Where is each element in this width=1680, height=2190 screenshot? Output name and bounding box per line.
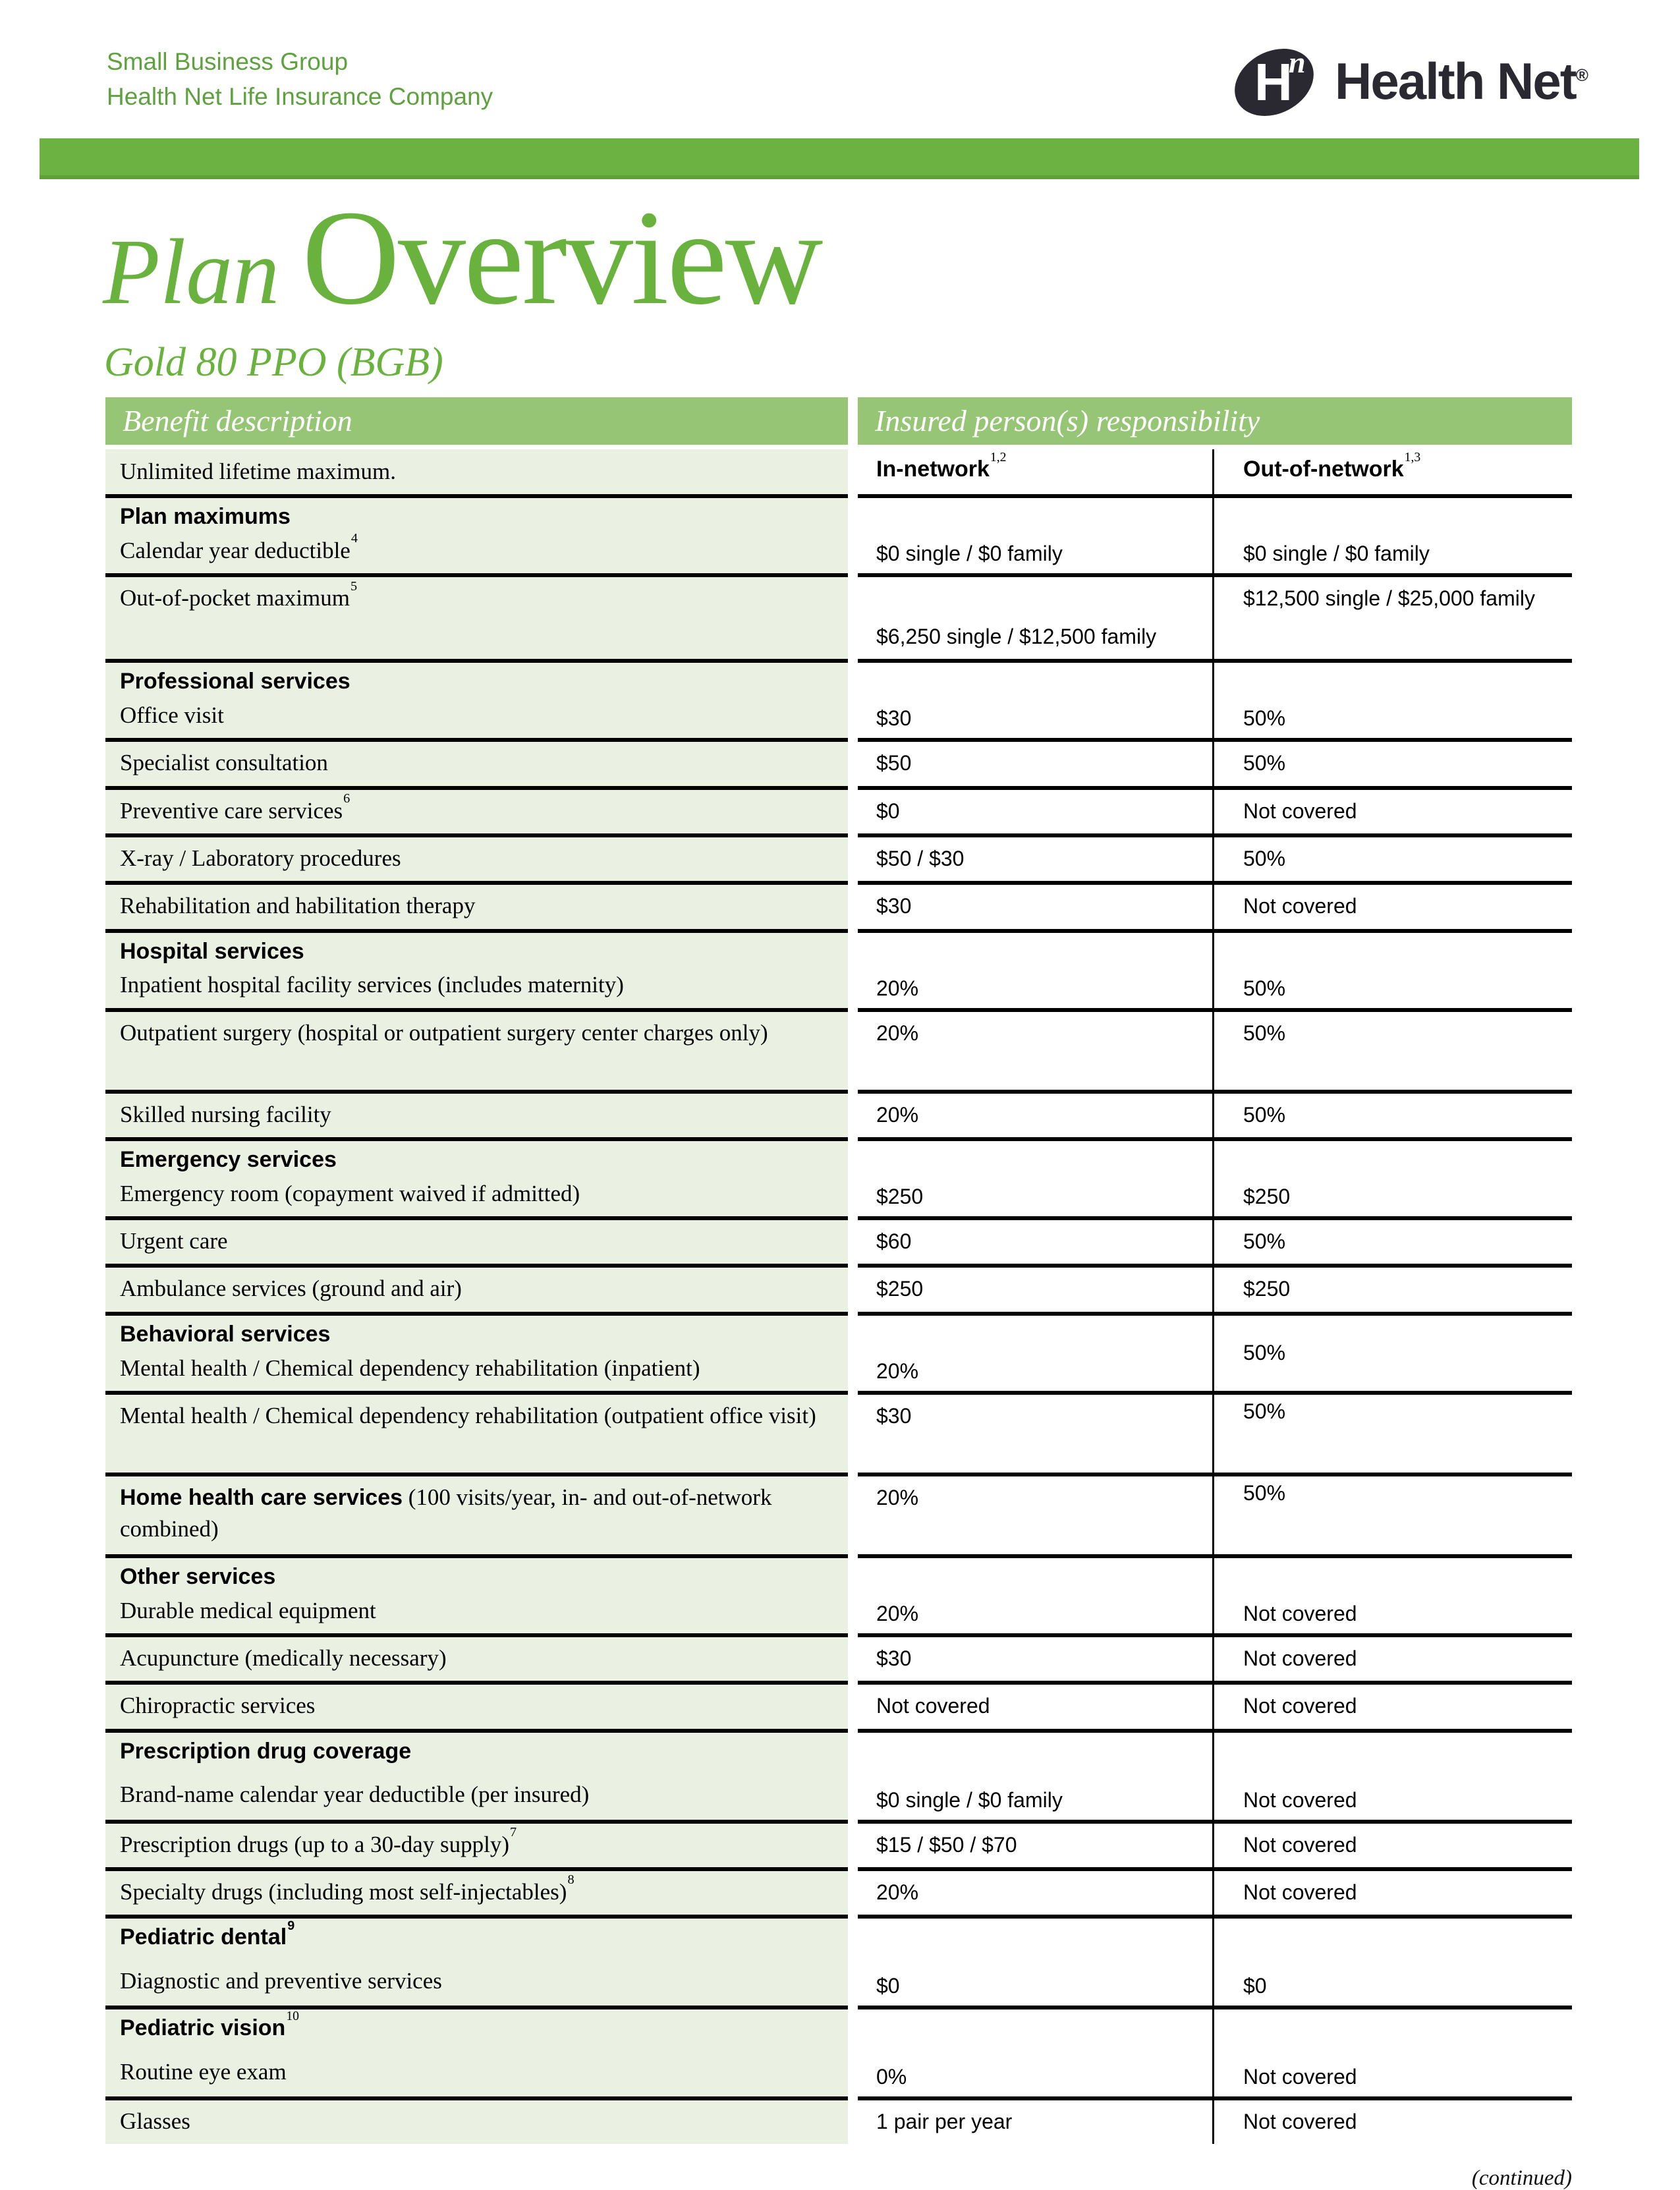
- superscript: 6: [343, 791, 350, 806]
- value-text: $12,500 single / $25,000 family: [1243, 586, 1535, 611]
- value-text: 0%: [876, 2065, 907, 2089]
- value-text: 50%: [1243, 1480, 1286, 1505]
- in-network-value: [858, 498, 1212, 573]
- benefit-row: [105, 1012, 1572, 1090]
- benefit-row: [105, 1558, 1572, 1633]
- out-of-network-value: [1212, 577, 1572, 659]
- out-of-network-value: [1212, 1871, 1572, 1915]
- column-gap: [848, 1637, 858, 1681]
- out-of-network-value: [1212, 1316, 1572, 1391]
- brand-wordmark: Health Net®: [1335, 52, 1588, 110]
- value-text: 50%: [1243, 751, 1286, 775]
- in-network-value: [858, 577, 1212, 659]
- benefit-cell: [105, 1637, 848, 1681]
- in-network-value: [858, 1094, 1212, 1137]
- in-network-value: [858, 1268, 1212, 1311]
- in-network-value: [858, 933, 1212, 1008]
- company-header: [107, 45, 493, 114]
- benefit-label: Brand-name calendar year deductible (per insured): [120, 1782, 590, 1808]
- benefit-cell: [105, 1395, 848, 1473]
- page-title: [103, 182, 822, 333]
- superscript: 8: [567, 1872, 574, 1888]
- benefit-cell: [105, 1685, 848, 1728]
- out-of-network-value: [1212, 1824, 1572, 1867]
- in-network-value: [858, 1919, 1212, 2006]
- benefit-label: Routine eye exam: [120, 2058, 287, 2085]
- benefit-row: [105, 1476, 1572, 1554]
- column-gap: [848, 2009, 858, 2096]
- superscript: 5: [350, 578, 358, 594]
- benefit-row: [105, 1824, 1572, 1867]
- benefit-row: [105, 2100, 1572, 2144]
- benefit-label: Preventive care services$^6$: [120, 791, 350, 824]
- in-network-value: [858, 885, 1212, 928]
- benefit-cell: [105, 1871, 848, 1915]
- section-label: Professional services: [120, 669, 350, 694]
- value-text: Out-of-network: [1243, 457, 1404, 482]
- benefit-label: Office visit: [120, 702, 224, 729]
- value-text: $30: [876, 706, 912, 731]
- benefit-row: [105, 1220, 1572, 1264]
- in-network-value: [858, 1476, 1212, 1554]
- benefit-cell: [105, 2009, 848, 2096]
- value-text: 50%: [1243, 1399, 1286, 1423]
- value-text: $250: [876, 1277, 924, 1301]
- column-gap: [848, 885, 858, 928]
- benefit-row: [105, 498, 1572, 573]
- benefit-cell: [105, 663, 848, 738]
- benefit-cell: [105, 742, 848, 785]
- benefit-row: [105, 1141, 1572, 1216]
- value-text: $250: [1243, 1185, 1291, 1209]
- section-label: Pediatric dental$^9$: [120, 1918, 295, 1950]
- benefit-label: Mental health / Chemical dependency rehabilitation (inpatient): [120, 1355, 700, 1381]
- value-text: $60: [876, 1229, 912, 1254]
- benefit-label: Ambulance services (ground and air): [120, 1276, 462, 1302]
- value-text: $15 / $50 / $70: [876, 1832, 1017, 1857]
- column-gap: [848, 577, 858, 659]
- out-of-network-value: [1212, 498, 1572, 573]
- value-text: 50%: [1243, 847, 1286, 871]
- section-label: Pediatric vision$^{10}$: [120, 2008, 300, 2041]
- benefit-label: X-ray / Laboratory procedures: [120, 845, 401, 872]
- plan-name-subtitle: Gold 80 PPO (BGB): [104, 340, 443, 385]
- value-text: $30: [876, 1646, 912, 1670]
- column-gap: [848, 1871, 858, 1915]
- benefit-row: [105, 1316, 1572, 1391]
- benefit-label: Rehabilitation and habilitation therapy: [120, 893, 476, 919]
- benefit-row: [105, 933, 1572, 1008]
- title-word-plan: Plan: [103, 219, 280, 323]
- value-text: $6,250 single / $12,500 family: [876, 625, 1157, 649]
- benefit-label: Home health care services (100 visits/year, in- and out-of-network combined): [120, 1484, 772, 1542]
- health-net-ellipse-icon: [1227, 34, 1326, 128]
- value-text: 50%: [1243, 1229, 1286, 1254]
- superscript: 4: [350, 531, 358, 546]
- value-text: Not covered: [1243, 894, 1357, 918]
- continued-note: (continued): [1471, 2166, 1572, 2190]
- benefit-row: [105, 1395, 1572, 1473]
- value-text: $0 single / $0 family: [876, 1787, 1063, 1812]
- out-of-network-value: [1212, 2100, 1572, 2144]
- column-gap: [848, 1685, 858, 1728]
- out-of-network-value: [1212, 1012, 1572, 1090]
- value-text: $0: [876, 1974, 900, 1998]
- benefit-row: [105, 742, 1572, 785]
- column-gap: [848, 1268, 858, 1311]
- benefit-row: [105, 1871, 1572, 1915]
- benefit-cell: [105, 1824, 848, 1867]
- table-body: [105, 449, 1572, 2144]
- out-of-network-value: [1212, 885, 1572, 928]
- out-of-network-value: [1212, 933, 1572, 1008]
- in-network-value: [858, 1558, 1212, 1633]
- benefit-label: Acupuncture (medically necessary): [120, 1644, 447, 1671]
- value-text: $50: [876, 751, 912, 775]
- benefit-cell: [105, 1476, 848, 1554]
- column-gap: [848, 1141, 858, 1216]
- column-gap: [848, 837, 858, 881]
- benefit-bold-lead: Home health care services: [120, 1484, 403, 1510]
- benefit-row: [105, 885, 1572, 928]
- benefit-cell: [105, 1733, 848, 1820]
- section-label: Behavioral services: [120, 1321, 331, 1347]
- out-of-network-value: [1212, 1268, 1572, 1311]
- superscript: 1,3: [1404, 449, 1421, 464]
- in-network-value: [858, 2009, 1212, 2096]
- in-network-value: [858, 1685, 1212, 1728]
- benefit-label: Specialist consultation: [120, 750, 328, 776]
- benefit-row: [105, 663, 1572, 738]
- benefit-label: Durable medical equipment: [120, 1597, 376, 1623]
- column-gap: [848, 663, 858, 738]
- logo-h-letter: H: [1254, 53, 1293, 111]
- benefit-cell: [105, 790, 848, 833]
- section-label: Hospital services: [120, 938, 304, 964]
- value-text: Not covered: [1243, 1880, 1357, 1904]
- superscript: 7: [510, 1824, 517, 1839]
- out-of-network-value: [1212, 1220, 1572, 1264]
- out-of-network-value: [1212, 837, 1572, 881]
- in-network-value: [858, 742, 1212, 785]
- value-text: $0: [1243, 1974, 1267, 1998]
- benefit-row: [105, 2009, 1572, 2096]
- column-gap: [848, 1395, 858, 1473]
- benefit-row: [105, 1919, 1572, 2006]
- in-network-value: [858, 1141, 1212, 1216]
- value-text: $30: [876, 894, 912, 918]
- value-text: 50%: [1243, 1021, 1286, 1045]
- out-of-network-value: [1212, 790, 1572, 833]
- value-text: 20%: [876, 976, 919, 1000]
- out-of-network-value: [1212, 449, 1572, 494]
- green-divider-band: [40, 138, 1639, 179]
- benefit-row: [105, 1094, 1572, 1137]
- value-text: Not covered: [1243, 2065, 1357, 2089]
- benefit-cell: [105, 1094, 848, 1137]
- out-of-network-value: [1212, 1685, 1572, 1728]
- out-of-network-value: [1212, 1094, 1572, 1137]
- out-of-network-value: [1212, 1395, 1572, 1473]
- in-network-value: [858, 1637, 1212, 1681]
- value-text: $0 single / $0 family: [876, 542, 1063, 566]
- in-network-value: [858, 663, 1212, 738]
- logo-n-superscript: n: [1289, 45, 1306, 79]
- business-line-label: Small Business Group: [107, 48, 349, 75]
- benefit-row: [105, 1733, 1572, 1820]
- in-network-value: [858, 790, 1212, 833]
- benefit-cell: [105, 1558, 848, 1633]
- section-label: Emergency services: [120, 1147, 337, 1173]
- benefit-label: Emergency room (copayment waived if admitted): [120, 1180, 580, 1206]
- column-gap: [848, 1476, 858, 1554]
- in-network-value: [858, 449, 1212, 494]
- value-text: 20%: [876, 1102, 919, 1127]
- value-text: Not covered: [876, 1694, 990, 1718]
- value-text: Not covered: [1243, 799, 1357, 823]
- value-text: Not covered: [1243, 1832, 1357, 1857]
- column-gap: [848, 1733, 858, 1820]
- value-text: $250: [1243, 1277, 1291, 1301]
- column-gap: [848, 1012, 858, 1090]
- value-text: 1 pair per year: [876, 2110, 1013, 2134]
- in-network-value: [858, 1733, 1212, 1820]
- out-of-network-value: [1212, 1637, 1572, 1681]
- out-of-network-value: [1212, 663, 1572, 738]
- benefit-cell: [105, 933, 848, 1008]
- benefit-row: [105, 1637, 1572, 1681]
- insured-responsibility-header: Insured person(s) responsibility: [858, 397, 1572, 445]
- value-text: $250: [876, 1185, 924, 1209]
- value-text: 20%: [876, 1880, 919, 1904]
- out-of-network-value: [1212, 1141, 1572, 1216]
- benefit-label: Skilled nursing facility: [120, 1101, 331, 1127]
- in-network-value: [858, 1824, 1212, 1867]
- value-text: Not covered: [1243, 1646, 1357, 1670]
- value-text: 50%: [1243, 1102, 1286, 1127]
- title-word-overview: Overview: [302, 182, 822, 333]
- benefit-cell: [105, 837, 848, 881]
- superscript: 1,2: [990, 449, 1007, 464]
- company-name-label: Health Net Life Insurance Company: [107, 82, 493, 110]
- benefit-cell: [105, 1220, 848, 1264]
- benefit-label: Outpatient surgery (hospital or outpatient surgery center charges only): [120, 1019, 768, 1046]
- benefit-description-header: Benefit description: [105, 397, 848, 445]
- column-gap: [848, 397, 858, 445]
- benefit-cell: [105, 498, 848, 573]
- benefit-cell: [105, 1268, 848, 1311]
- health-net-logo: [1227, 34, 1588, 128]
- out-of-network-value: [1212, 1919, 1572, 2006]
- benefit-label: Inpatient hospital facility services (includes maternity): [120, 972, 624, 998]
- in-network-value: [858, 1012, 1212, 1090]
- value-text: Not covered: [1243, 2110, 1357, 2134]
- section-label: Plan maximums: [120, 504, 291, 530]
- benefit-cell: [105, 1141, 848, 1216]
- column-gap: [848, 1919, 858, 2006]
- out-of-network-value: [1212, 1733, 1572, 1820]
- out-of-network-value: [1212, 1476, 1572, 1554]
- benefit-label: Chiropractic services: [120, 1693, 316, 1719]
- value-text: $30: [876, 1403, 912, 1428]
- table-header-row: [105, 397, 1572, 445]
- benefit-row: [105, 577, 1572, 659]
- benefit-row: [105, 1268, 1572, 1311]
- superscript: 9: [287, 1918, 295, 1933]
- in-network-value: [858, 1395, 1212, 1473]
- column-gap: [848, 742, 858, 785]
- out-of-network-value: [1212, 742, 1572, 785]
- column-gap: [848, 790, 858, 833]
- benefit-cell: [105, 449, 848, 494]
- benefit-cell: [105, 1012, 848, 1090]
- value-text: Not covered: [1243, 1601, 1357, 1625]
- value-text: 20%: [876, 1601, 919, 1625]
- benefit-label: Urgent care: [120, 1228, 228, 1254]
- benefit-cell: [105, 1919, 848, 2006]
- column-gap: [848, 1558, 858, 1633]
- value-text: 20%: [876, 1359, 919, 1383]
- benefit-cell: [105, 1316, 848, 1391]
- benefit-cell: [105, 885, 848, 928]
- benefit-label: Mental health / Chemical dependency rehabilitation (outpatient office visit): [120, 1402, 816, 1428]
- value-text: 20%: [876, 1485, 919, 1509]
- column-gap: [848, 449, 858, 494]
- in-network-value: [858, 2100, 1212, 2144]
- value-text: 50%: [1243, 706, 1286, 731]
- benefit-cell: [105, 577, 848, 659]
- benefit-cell: [105, 2100, 848, 2144]
- benefit-label: Prescription drugs (up to a 30-day supply)$^7$: [120, 1824, 517, 1857]
- column-gap: [848, 1220, 858, 1264]
- out-of-network-value: [1212, 1558, 1572, 1633]
- column-gap: [848, 498, 858, 573]
- value-text: $0: [876, 799, 900, 823]
- benefit-row: [105, 790, 1572, 833]
- in-network-value: [858, 837, 1212, 881]
- value-text: Not covered: [1243, 1787, 1357, 1812]
- benefit-row: [105, 449, 1572, 494]
- benefits-table: [105, 397, 1572, 2189]
- value-text: 20%: [876, 1021, 919, 1045]
- benefit-label: Out-of-pocket maximum$^5$: [120, 578, 358, 611]
- benefit-row: [105, 1685, 1572, 1728]
- value-text: 50%: [1243, 1340, 1286, 1364]
- column-gap: [848, 933, 858, 1008]
- benefit-label: Glasses: [120, 2108, 190, 2135]
- in-network-value: [858, 1316, 1212, 1391]
- out-of-network-value: [1212, 2009, 1572, 2096]
- superscript: 10: [286, 2008, 300, 2023]
- benefit-label: Specialty drugs (including most self-injectables)$^8$: [120, 1872, 574, 1905]
- column-gap: [848, 1094, 858, 1137]
- column-gap: [848, 2100, 858, 2144]
- value-text: In-network: [876, 457, 990, 482]
- in-network-value: [858, 1871, 1212, 1915]
- column-gap: [848, 1316, 858, 1391]
- benefit-label: Unlimited lifetime maximum.: [120, 459, 396, 484]
- section-label: Other services: [120, 1563, 276, 1589]
- value-text: $0 single / $0 family: [1243, 542, 1430, 566]
- value-text: 50%: [1243, 976, 1286, 1000]
- registered-mark: ®: [1575, 65, 1588, 85]
- value-text: Not covered: [1243, 1694, 1357, 1718]
- section-label: Prescription drug coverage: [120, 1738, 412, 1764]
- value-text: $50 / $30: [876, 847, 965, 871]
- in-network-value: [858, 1220, 1212, 1264]
- benefit-row: [105, 837, 1572, 881]
- benefit-label: Calendar year deductible$^4$: [120, 531, 358, 564]
- column-gap: [848, 1824, 858, 1867]
- benefit-label: Diagnostic and preventive services: [120, 1967, 442, 1994]
